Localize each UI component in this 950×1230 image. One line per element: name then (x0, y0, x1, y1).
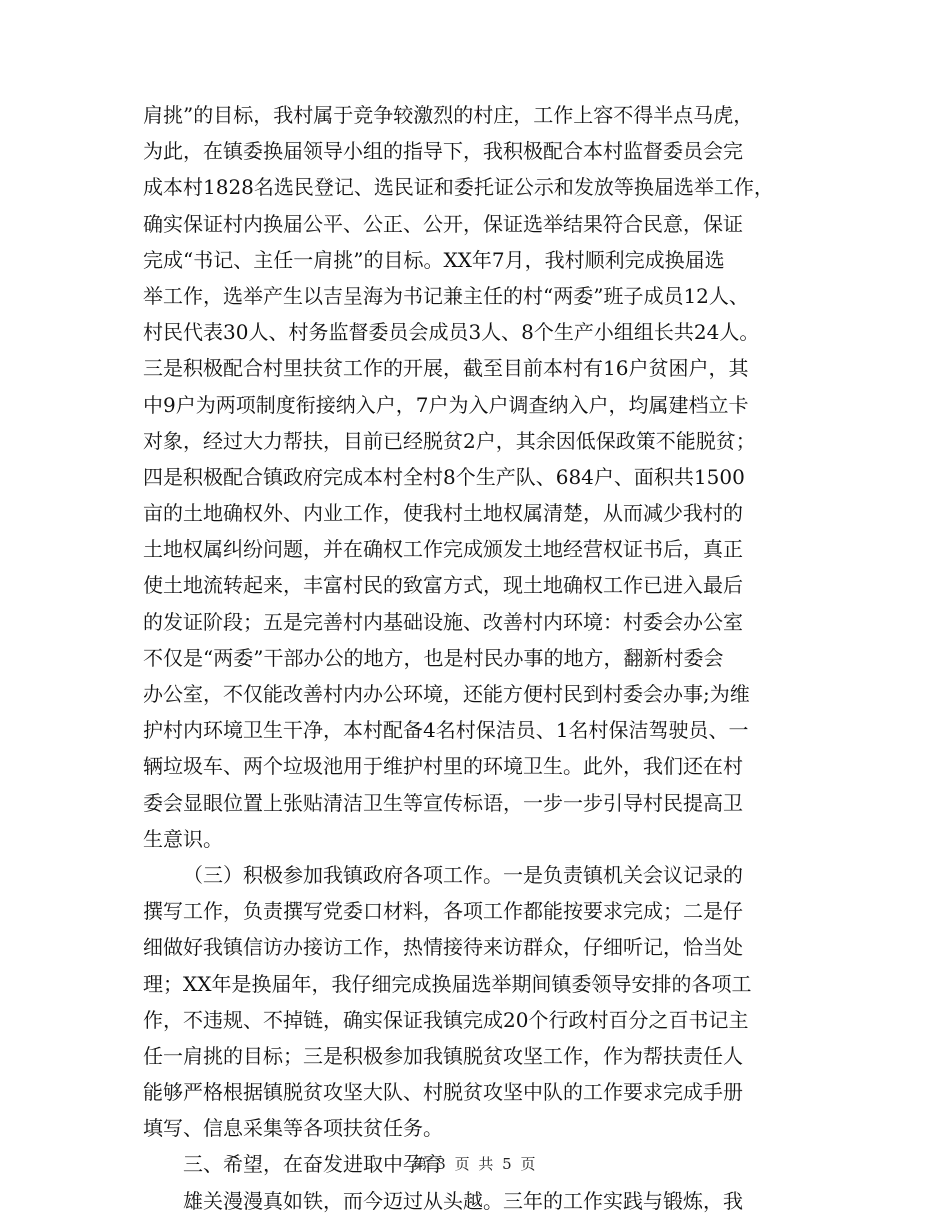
text-line: 三是积极配合村里扶贫工作的开展，截至目前本村有16户贫困户，其 (143, 356, 749, 381)
document-body (143, 97, 823, 1219)
text-line: 雄关漫漫真如铁，而今迈过从头越。三年的工作实践与锻炼，我 (183, 1188, 743, 1213)
text-line: 村民代表30人、村务监督委员会成员3人、8个生产小组组长共24人。 (143, 320, 760, 345)
text-line: 四是积极配合镇政府完成本村全村8个生产队、684户、面积共1500 (143, 464, 745, 489)
text-line: 不仅是“两委”干部办公的地方，也是村民办事的地方，翻新村委会 (143, 645, 724, 670)
text-line: 护村内环境卫生干净，本村配备4名村保洁员、1名村保洁驾驶员、一 (143, 718, 749, 743)
section-heading: 三、希望，在奋发进取中孕育 (183, 1152, 443, 1177)
text-line: 作，不违规、不掉链，确实保证我镇完成20个行政村百分之百书记主 (143, 1007, 749, 1032)
text-line: 土地权属纠纷问题，并在确权工作完成颁发土地经营权证书后，真正 (143, 537, 743, 562)
text-line: 任一肩挑的目标；三是积极参加我镇脱贫攻坚工作，作为帮扶责任人 (143, 1043, 743, 1068)
page-footer: 第 3 页 共 5 页 (412, 1155, 538, 1173)
text-line: 成本村1828名选民登记、选民证和委托证公示和发放等换届选举工作， (143, 175, 774, 200)
text-line: 对象，经过大力帮扶，目前已经脱贫2户，其余因低保政策不能脱贫； (143, 428, 756, 453)
text-line: 细做好我镇信访办接访工作，热情接待来访群众，仔细听记，恰当处 (143, 935, 743, 960)
text-line: 确实保证村内换届公平、公正、公开，保证选举结果符合民意，保证 (143, 211, 743, 236)
text-line: 撰写工作，负责撰写党委口材料，各项工作都能按要求完成；二是仔 (143, 899, 743, 924)
text-line: 肩挑”的目标，我村属于竞争较激烈的村庄，工作上容不得半点马虎， (143, 103, 754, 127)
text-line: 委会显眼位置上张贴清洁卫生等宣传标语，一步一步引导村民提高卫 (143, 790, 743, 815)
text-line: 使土地流转起来，丰富村民的致富方式，现土地确权工作已进入最后 (143, 573, 743, 598)
text-line: 亩的土地确权外、内业工作，使我村土地权属清楚，从而减少我村的 (143, 501, 743, 526)
text-line: 填写、信息采集等各项扶贫任务。 (143, 1116, 443, 1141)
text-line: 为此，在镇委换届领导小组的指导下，我积极配合本村监督委员会完 (143, 139, 743, 164)
text-line: 的发证阶段；五是完善村内基础设施、改善村内环境：村委会办公室 (143, 609, 743, 634)
text-line: 理；XX年是换届年，我仔细完成换届选举期间镇委领导安排的各项工 (143, 971, 752, 996)
text-line: 完成“书记、主任一肩挑”的目标。XX年7月，我村顺利完成换届选 (143, 247, 725, 272)
text-line: 能够严格根据镇脱贫攻坚大队、村脱贫攻坚中队的工作要求完成手册 (143, 1080, 743, 1105)
section-heading: （三）积极参加我镇政府各项工作。一是负责镇机关会议记录的 (183, 862, 743, 887)
text-line: 辆垃圾车、两个垃圾池用于维护村里的环境卫生。此外，我们还在村 (143, 754, 743, 779)
text-line: 举工作，选举产生以吉呈海为书记兼主任的村“两委”班子成员12人、 (143, 283, 749, 308)
text-line: 中9户为两项制度衔接纳入户，7户为入户调查纳入户，均属建档立卡 (143, 392, 749, 417)
text-line: 生意识。 (143, 826, 223, 851)
text-line: 办公室，不仅能改善村内办公环境，还能方便村民到村委会办事;为维 (143, 682, 750, 706)
